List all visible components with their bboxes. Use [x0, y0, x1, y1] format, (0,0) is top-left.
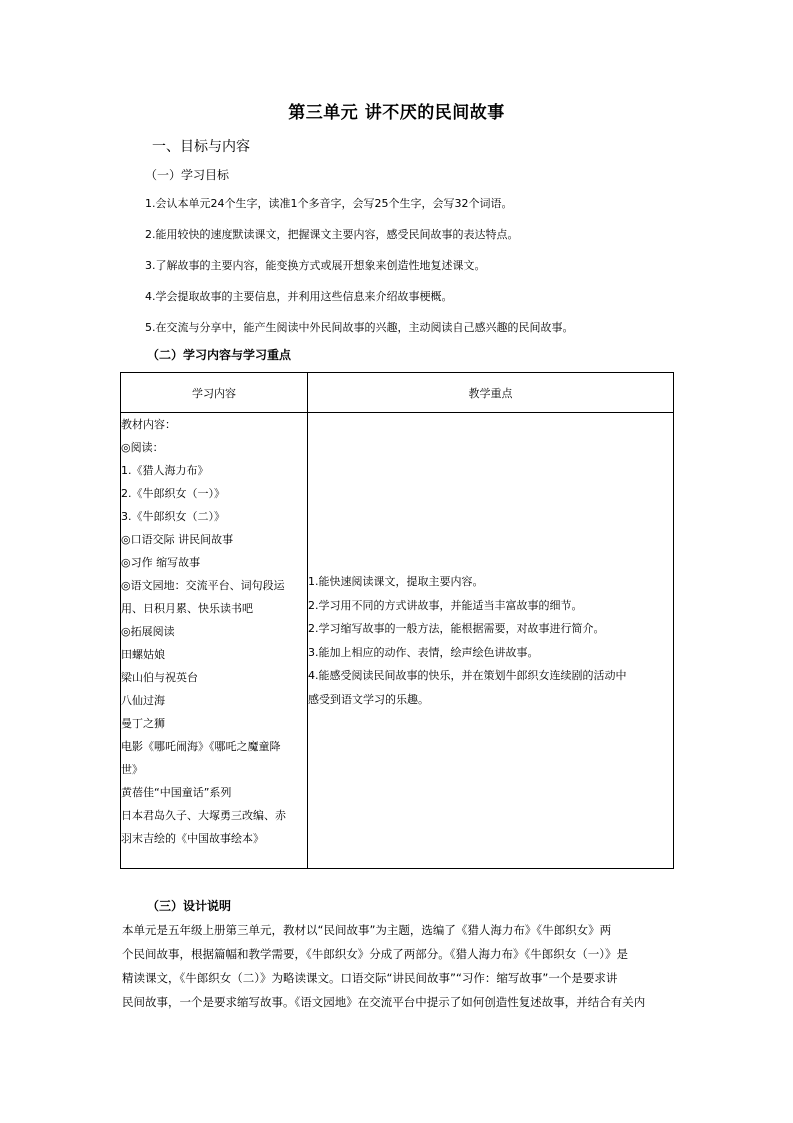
material-line: 2.《牛郎织女（一）》	[121, 487, 225, 500]
page-title: 第三单元 讲不厌的民间故事	[288, 103, 505, 123]
material-line: ◎拓展阅读	[121, 625, 175, 638]
material-line: 3.《牛郎织女（二）》	[121, 510, 225, 523]
focus-line: 感受到语文学习的乐趣。	[308, 692, 429, 706]
focus-line: 4.能感受阅读民间故事的快乐，并在策划牛郎织女连续剧的活动中	[308, 669, 627, 682]
subsection-heading-learning-goals: （一）学习目标	[145, 168, 230, 182]
table-header-teaching-focus: 教学重点	[308, 373, 674, 413]
focus-line: 2.学习缩写故事的一般方法，能根据需要，对故事进行简介。	[308, 622, 605, 635]
material-line: 用、日积月累、快乐读书吧	[121, 602, 253, 615]
focus-line: 2.学习用不同的方式讲故事，并能适当丰富故事的细节。	[308, 598, 583, 612]
goal-item: 5.在交流与分享中，能产生阅读中外民间故事的兴趣，主动阅读自己感兴趣的民间故事。	[145, 321, 574, 334]
goal-item: 2.能用较快的速度默读课文，把握课文主要内容，感受民间故事的表达特点。	[145, 228, 519, 241]
design-paragraph	[122, 918, 675, 1014]
subsection-heading-content-focus: （二）学习内容与学习重点	[147, 348, 292, 362]
table-header-row	[121, 373, 674, 413]
material-line: 曼丁之狮	[121, 717, 165, 730]
material-line: ◎习作 缩写故事	[121, 556, 201, 569]
material-line: ◎语文园地：交流平台、词句段运	[121, 579, 285, 592]
paragraph-line: 个民间故事，根据篇幅和教学需要，《牛郎织女》分成了两部分。《猎人海力布》《牛郎织女（一）》是	[122, 947, 628, 961]
focus-cell	[308, 413, 674, 869]
material-line: 1.《猎人海力布》	[121, 464, 209, 477]
material-line: 八仙过海	[121, 694, 165, 707]
paragraph-line: 本单元是五年级上册第三单元，教材以“民间故事”为主题，选编了《猎人海力布》《牛郎织女》两	[122, 923, 612, 937]
paragraph-line: 民间故事，一个是要求缩写故事。《语文园地》在交流平台中提示了如何创造性复述故事，并结合有关内	[122, 995, 646, 1009]
materials-cell	[121, 413, 308, 869]
material-line: ◎阅读：	[121, 441, 164, 454]
table-row	[121, 413, 674, 869]
material-line: 羽末吉绘的《中国故事绘本》	[121, 832, 264, 845]
material-line: 教材内容：	[121, 418, 176, 431]
goal-item: 1.会认本单元24个生字，读准1个多音字，会写25个生字，会写32个词语。	[145, 197, 513, 210]
content-focus-table	[120, 372, 674, 869]
material-line: 黄蓓佳“中国童话”系列	[121, 786, 232, 799]
section-heading-goals-content: 一、目标与内容	[152, 139, 250, 155]
material-line: 梁山伯与祝英台	[121, 671, 198, 684]
focus-line: 3.能加上相应的动作、表情，绘声绘色讲故事。	[308, 645, 539, 659]
paragraph-line: 精读课文，《牛郎织女（二）》为略读课文。口语交际“讲民间故事”“习作：缩写故事”一个是要求讲	[122, 971, 618, 985]
material-line: ◎口语交际 讲民间故事	[121, 533, 234, 546]
subsection-heading-design-notes: （三）设计说明	[147, 899, 232, 913]
material-line: 电影《哪吒闹海》《哪吒之魔童降	[121, 740, 281, 753]
goal-item: 3.了解故事的主要内容，能变换方式或展开想象来创造性地复述课文。	[145, 259, 486, 272]
material-line: 日本君岛久子、大塚勇三改编、赤	[121, 809, 286, 822]
focus-line: 1.能快速阅读课文，提取主要内容。	[308, 575, 484, 588]
goal-item: 4.学会提取故事的主要信息，并利用这些信息来介绍故事梗概。	[145, 290, 453, 303]
material-line: 世》	[121, 763, 143, 776]
material-line: 田螺姑娘	[121, 648, 165, 661]
table-header-learning-content: 学习内容	[121, 373, 308, 413]
